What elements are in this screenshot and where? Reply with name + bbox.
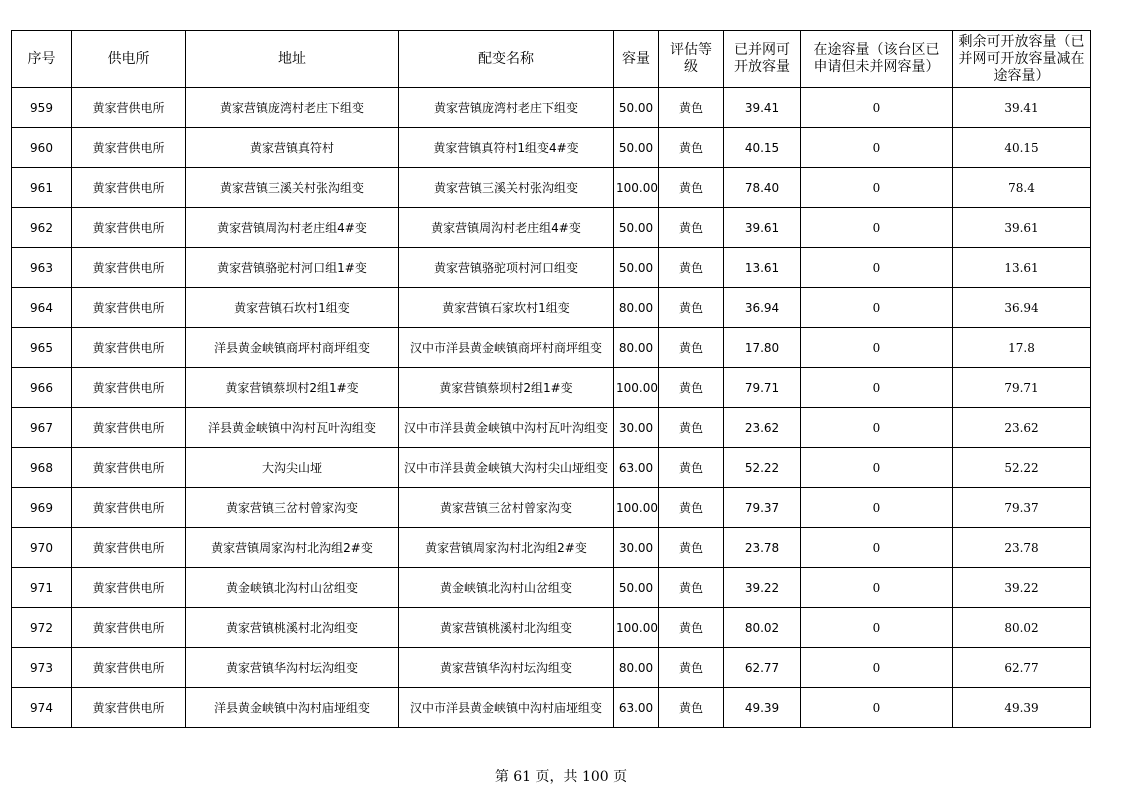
cell-seq: 971 [12, 568, 72, 608]
cell-address: 洋县黄金峡镇中沟村庙垭组变 [186, 688, 399, 728]
cell-grid-open: 39.41 [724, 88, 801, 128]
cell-capacity: 63.00 [614, 448, 659, 488]
header-grid-open: 已并网可开放容量 [724, 31, 801, 88]
header-seq: 序号 [12, 31, 72, 88]
cell-office: 黄家营供电所 [72, 368, 186, 408]
cell-seq: 962 [12, 208, 72, 248]
cell-in-transit: 0 [801, 568, 953, 608]
cell-remaining: 39.22 [953, 568, 1091, 608]
cell-in-transit: 0 [801, 528, 953, 568]
cell-in-transit: 0 [801, 488, 953, 528]
cell-address: 黄家营镇骆驼村河口组1#变 [186, 248, 399, 288]
cell-grid-open: 49.39 [724, 688, 801, 728]
cell-remaining: 80.02 [953, 608, 1091, 648]
cell-level: 黄色 [659, 288, 724, 328]
cell-capacity: 50.00 [614, 88, 659, 128]
cell-capacity: 80.00 [614, 288, 659, 328]
cell-level: 黄色 [659, 408, 724, 448]
cell-in-transit: 0 [801, 128, 953, 168]
table-row [12, 688, 1091, 728]
cell-transformer: 汉中市洋县黄金峡镇中沟村瓦叶沟组变 [399, 408, 614, 448]
cell-seq: 969 [12, 488, 72, 528]
table-row [12, 328, 1091, 368]
cell-capacity: 100.00 [614, 168, 659, 208]
cell-capacity: 30.00 [614, 528, 659, 568]
cell-office: 黄家营供电所 [72, 328, 186, 368]
cell-remaining: 52.22 [953, 448, 1091, 488]
cell-address: 黄家营镇蔡坝村2组1#变 [186, 368, 399, 408]
cell-seq: 972 [12, 608, 72, 648]
cell-office: 黄家营供电所 [72, 688, 186, 728]
cell-seq: 965 [12, 328, 72, 368]
cell-grid-open: 36.94 [724, 288, 801, 328]
header-level: 评估等级 [659, 31, 724, 88]
cell-seq: 974 [12, 688, 72, 728]
cell-in-transit: 0 [801, 328, 953, 368]
cell-grid-open: 80.02 [724, 608, 801, 648]
cell-level: 黄色 [659, 88, 724, 128]
cell-office: 黄家营供电所 [72, 248, 186, 288]
cell-office: 黄家营供电所 [72, 448, 186, 488]
cell-seq: 973 [12, 648, 72, 688]
cell-address: 黄家营镇石坎村1组变 [186, 288, 399, 328]
cell-grid-open: 62.77 [724, 648, 801, 688]
cell-address: 黄家营镇真符村 [186, 128, 399, 168]
cell-level: 黄色 [659, 608, 724, 648]
table-row [12, 648, 1091, 688]
table-row [12, 408, 1091, 448]
cell-address: 黄家营镇三溪关村张沟组变 [186, 168, 399, 208]
cell-seq: 968 [12, 448, 72, 488]
cell-level: 黄色 [659, 328, 724, 368]
cell-in-transit: 0 [801, 448, 953, 488]
cell-office: 黄家营供电所 [72, 608, 186, 648]
cell-transformer: 黄家营镇桃溪村北沟组变 [399, 608, 614, 648]
cell-office: 黄家营供电所 [72, 88, 186, 128]
cell-address: 黄家营镇华沟村坛沟组变 [186, 648, 399, 688]
cell-grid-open: 79.71 [724, 368, 801, 408]
table-row [12, 128, 1091, 168]
cell-office: 黄家营供电所 [72, 288, 186, 328]
cell-address: 黄家营镇周家沟村北沟组2#变 [186, 528, 399, 568]
header-capacity: 容量 [614, 31, 659, 88]
cell-level: 黄色 [659, 448, 724, 488]
table-row [12, 448, 1091, 488]
cell-office: 黄家营供电所 [72, 488, 186, 528]
table-row [12, 608, 1091, 648]
cell-level: 黄色 [659, 208, 724, 248]
cell-address: 黄家营镇三岔村曾家沟变 [186, 488, 399, 528]
page-footer: 第 61 页，共 100 页 [494, 769, 628, 785]
cell-remaining: 39.41 [953, 88, 1091, 128]
cell-grid-open: 23.62 [724, 408, 801, 448]
cell-in-transit: 0 [801, 608, 953, 648]
cell-seq: 964 [12, 288, 72, 328]
table-row [12, 168, 1091, 208]
cell-capacity: 30.00 [614, 408, 659, 448]
cell-remaining: 39.61 [953, 208, 1091, 248]
cell-grid-open: 78.40 [724, 168, 801, 208]
cell-seq: 961 [12, 168, 72, 208]
header-office: 供电所 [72, 31, 186, 88]
cell-in-transit: 0 [801, 88, 953, 128]
cell-in-transit: 0 [801, 208, 953, 248]
cell-transformer: 黄家营镇三溪关村张沟组变 [399, 168, 614, 208]
cell-transformer: 汉中市洋县黄金峡镇中沟村庙垭组变 [399, 688, 614, 728]
cell-remaining: 79.71 [953, 368, 1091, 408]
cell-office: 黄家营供电所 [72, 528, 186, 568]
cell-seq: 966 [12, 368, 72, 408]
cell-capacity: 63.00 [614, 688, 659, 728]
cell-remaining: 17.8 [953, 328, 1091, 368]
cell-transformer: 黄家营镇周沟村老庄组4#变 [399, 208, 614, 248]
cell-in-transit: 0 [801, 288, 953, 328]
table-row [12, 288, 1091, 328]
table-row [12, 88, 1091, 128]
cell-level: 黄色 [659, 168, 724, 208]
cell-transformer: 黄金峡镇北沟村山岔组变 [399, 568, 614, 608]
cell-capacity: 50.00 [614, 568, 659, 608]
header-row [12, 31, 1091, 88]
cell-remaining: 78.4 [953, 168, 1091, 208]
cell-transformer: 汉中市洋县黄金峡镇大沟村尖山垭组变 [399, 448, 614, 488]
cell-office: 黄家营供电所 [72, 208, 186, 248]
cell-transformer: 黄家营镇周家沟村北沟组2#变 [399, 528, 614, 568]
cell-seq: 963 [12, 248, 72, 288]
header-in-transit: 在途容量（该台区已申请但未并网容量） [801, 31, 953, 88]
cell-grid-open: 17.80 [724, 328, 801, 368]
table-row [12, 568, 1091, 608]
cell-transformer: 黄家营镇华沟村坛沟组变 [399, 648, 614, 688]
cell-capacity: 50.00 [614, 248, 659, 288]
cell-office: 黄家营供电所 [72, 568, 186, 608]
cell-remaining: 40.15 [953, 128, 1091, 168]
header-address: 地址 [186, 31, 399, 88]
cell-capacity: 80.00 [614, 648, 659, 688]
cell-transformer: 黄家营镇真符村1组变4#变 [399, 128, 614, 168]
cell-level: 黄色 [659, 248, 724, 288]
cell-grid-open: 79.37 [724, 488, 801, 528]
cell-remaining: 36.94 [953, 288, 1091, 328]
cell-office: 黄家营供电所 [72, 168, 186, 208]
cell-seq: 960 [12, 128, 72, 168]
cell-address: 黄家营镇桃溪村北沟组变 [186, 608, 399, 648]
cell-grid-open: 23.78 [724, 528, 801, 568]
cell-level: 黄色 [659, 528, 724, 568]
cell-remaining: 62.77 [953, 648, 1091, 688]
cell-transformer: 黄家营镇蔡坝村2组1#变 [399, 368, 614, 408]
cell-in-transit: 0 [801, 168, 953, 208]
cell-transformer: 黄家营镇石家坎村1组变 [399, 288, 614, 328]
cell-capacity: 100.00 [614, 608, 659, 648]
cell-office: 黄家营供电所 [72, 648, 186, 688]
table-row [12, 248, 1091, 288]
cell-in-transit: 0 [801, 648, 953, 688]
cell-grid-open: 13.61 [724, 248, 801, 288]
cell-in-transit: 0 [801, 408, 953, 448]
cell-grid-open: 52.22 [724, 448, 801, 488]
cell-remaining: 49.39 [953, 688, 1091, 728]
cell-seq: 967 [12, 408, 72, 448]
cell-capacity: 50.00 [614, 128, 659, 168]
cell-grid-open: 39.22 [724, 568, 801, 608]
capacity-table [11, 30, 1091, 728]
cell-seq: 970 [12, 528, 72, 568]
cell-remaining: 13.61 [953, 248, 1091, 288]
cell-address: 黄金峡镇北沟村山岔组变 [186, 568, 399, 608]
table-row [12, 208, 1091, 248]
table-row [12, 528, 1091, 568]
cell-transformer: 黄家营镇庞湾村老庄下组变 [399, 88, 614, 128]
cell-level: 黄色 [659, 648, 724, 688]
cell-address: 黄家营镇庞湾村老庄下组变 [186, 88, 399, 128]
cell-office: 黄家营供电所 [72, 128, 186, 168]
table-row [12, 488, 1091, 528]
cell-level: 黄色 [659, 688, 724, 728]
cell-capacity: 80.00 [614, 328, 659, 368]
table-row [12, 368, 1091, 408]
cell-capacity: 100.00 [614, 488, 659, 528]
table-body [12, 88, 1091, 728]
cell-address: 大沟尖山垭 [186, 448, 399, 488]
cell-level: 黄色 [659, 568, 724, 608]
cell-remaining: 79.37 [953, 488, 1091, 528]
cell-transformer: 黄家营镇三岔村曾家沟变 [399, 488, 614, 528]
cell-transformer: 黄家营镇骆驼项村河口组变 [399, 248, 614, 288]
cell-in-transit: 0 [801, 688, 953, 728]
cell-remaining: 23.78 [953, 528, 1091, 568]
cell-seq: 959 [12, 88, 72, 128]
header-remaining: 剩余可开放容量（已并网可开放容量减在途容量） [953, 31, 1091, 88]
cell-capacity: 50.00 [614, 208, 659, 248]
cell-office: 黄家营供电所 [72, 408, 186, 448]
header-transformer: 配变名称 [399, 31, 614, 88]
cell-capacity: 100.00 [614, 368, 659, 408]
cell-level: 黄色 [659, 368, 724, 408]
cell-address: 黄家营镇周沟村老庄组4#变 [186, 208, 399, 248]
cell-grid-open: 40.15 [724, 128, 801, 168]
cell-in-transit: 0 [801, 248, 953, 288]
cell-grid-open: 39.61 [724, 208, 801, 248]
cell-in-transit: 0 [801, 368, 953, 408]
cell-remaining: 23.62 [953, 408, 1091, 448]
cell-level: 黄色 [659, 488, 724, 528]
cell-level: 黄色 [659, 128, 724, 168]
cell-transformer: 汉中市洋县黄金峡镇商坪村商坪组变 [399, 328, 614, 368]
cell-address: 洋县黄金峡镇中沟村瓦叶沟组变 [186, 408, 399, 448]
cell-address: 洋县黄金峡镇商坪村商坪组变 [186, 328, 399, 368]
